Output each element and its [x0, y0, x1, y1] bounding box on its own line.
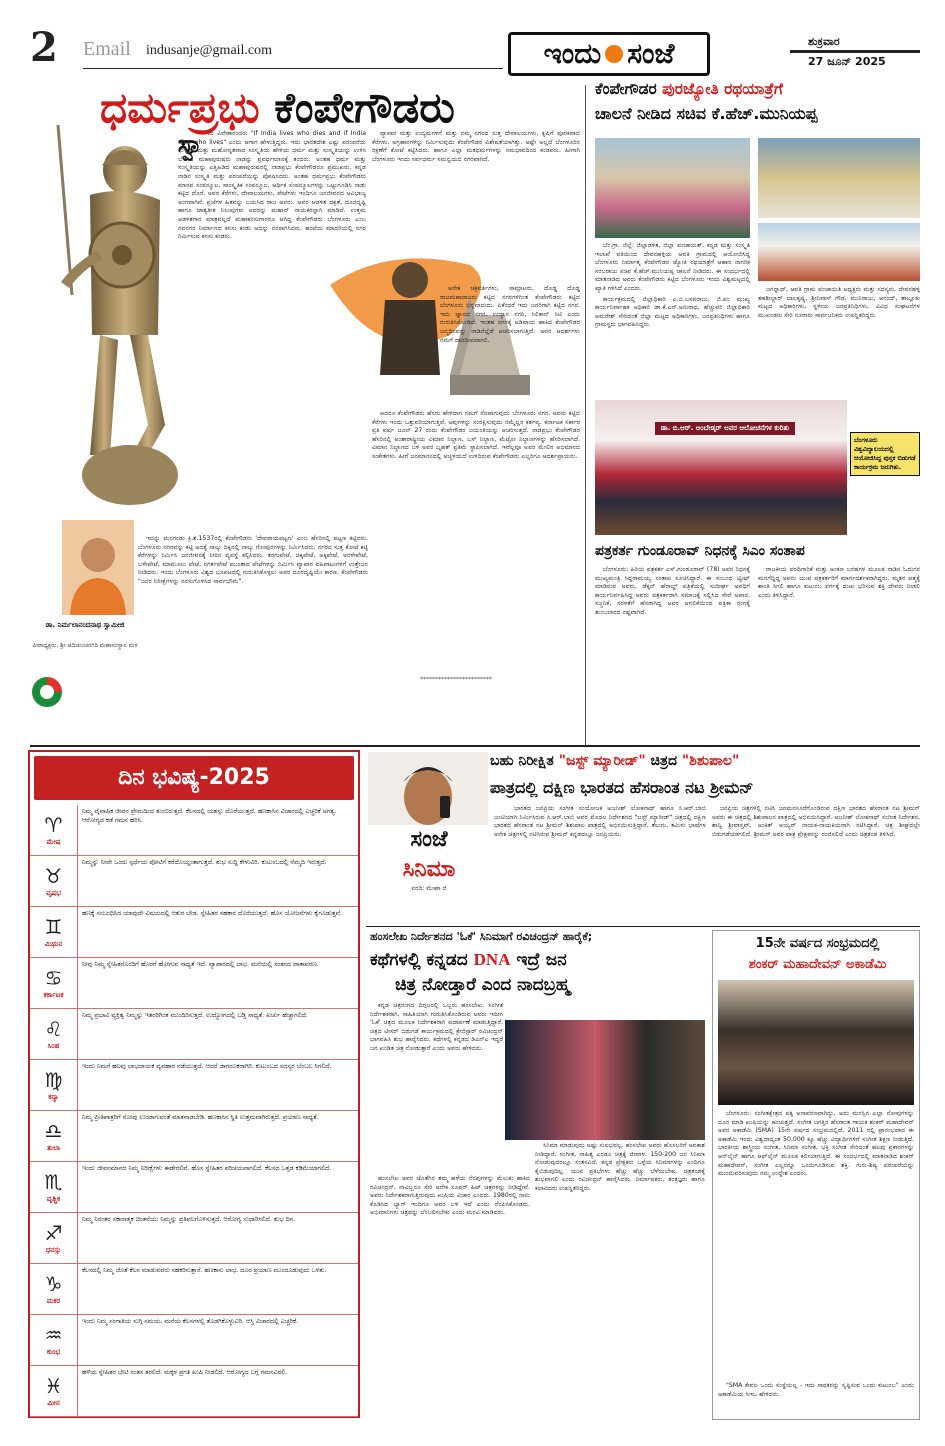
cinema-paragraph-1: ಭಾರತದ ಜನಪ್ರಿಯ ಸಂಗೀತ ಸಂಯೋಜಕ ಅಜನೀಶ್ ಲೋಕನಾಥ್ ಹಾಗೂ ಸಿ.ಆರ್.ಬಾಬಿ ಜಂಟಿಯಾಗಿ ನಿರ್ಮಿಸಿರುವ ಸಿ.ಆರ್.ಬಾಬಿ ಅವರ ಮೊದಲ ನಿರ್ದೇಶನದ "ಜಸ್ಟ್ ಮ್ಯಾರೀಡ್" ಚಿತ್ರದಲ್ಲಿ ದಕ್ಷಿಣ ಭಾರತದ ಹೆಸರಾಂತ ನಟ ಶ್ರೀಮನ್ ಶಿಶುಪಾಲ ಪಾತ್ರದಲ್ಲಿ ಅಭಿನಯಿಸುತ್ತಿದ್ದಾರೆ. ತೆಲುಗು, ತಮಿಳು ಭಾಷೆಗಳ ಅನೇಕ ಚಿತ್ರಗಳಲ್ಲಿ ನಟಿಸಿರುವ ಶ್ರೀಮನ್ ಕನ್ನಡದಲ್ಲೂ ಜನಪ್ರಿಯರು. [494, 805, 706, 838]
masthead-sun-icon [605, 45, 623, 63]
horoscope-text: ನಿಮ್ಮನ್ನು ನೀವೇ ಒಂದು ಸ್ಪರ್ಧೆಯ ಪೋಟಿಗೆ ಕರೆದೊಯ್ದಂತಾಗುತ್ತದೆ. ಶುಭ ಸುದ್ದಿ ಕೇಳುವಿರಿ. ಕುಟುಂಬದಲ್ಲಿ ನೆಮ್ಮದಿ ಇರುತ್ತದೆ. [82, 859, 327, 866]
cinema-bottom-rule [366, 926, 920, 927]
horoscope-title: ದಿನ ಭವಿಷ್ಯ-2025 [34, 756, 354, 800]
lead-headline-black: ಕೆಂಪೇಗೌಡರು [274, 83, 455, 132]
lead-paragraph-2: ಇದನ್ನು ಮನಗಂಡು ಕ್ರಿ.ಶ.1537ರಲ್ಲಿ ಕೆಂಪೇಗೌಡರು 'ದೇವರಾಯಪಟ್ಟಣ' ಎಂಬ ಹೆಸರಿನಲ್ಲಿ ಪಟ್ಟಣ ಕಟ್ಟಿದರು. ಬೆಂಗಳೂರು ನಗರವನ್ನು ಕಟ್ಟಿ ಅದಕ್ಕೆ ನಾಲ್ಕು ದಿಕ್ಕಿನಲ್ಲಿ ನಾಲ್ಕು ಗೋಪುರಗಳನ್ನು ನಿರ್ಮಿಸಿದರು. ನಗರದ ಸುತ್ತ ಕೋಟೆ ಕಟ್ಟಿ ಕೆರೆಗಳನ್ನು ನಿರ್ಮಿಸಿ ಜನಜೀವನಕ್ಕೆ ನೀರಿನ ವ್ಯವಸ್ಥೆ ಕಲ್ಪಿಸಿದರು. ತರಗುಪೇಟೆ, ಚಿಕ್ಕಪೇಟೆ, ಅಕ್ಕಿಪೇಟೆ, ಅರಳೇಪೇಟೆ, ಬಳೇಪೇಟೆ, ಮಾಮೂಲು ಪೇಟೆ, ನಗರ್ತಪೇಟೆ ಮುಂತಾದ ಪೇಟೆಗಳನ್ನು ನಿರ್ಮಿಸಿ ವ್ಯಾಪಾರ ವಹಿವಾಟುಗಳಿಗೆ ಉತ್ತೇಜನ ನೀಡಿದರು. ಇಂದು ಬೆಂಗಳೂರು ವಿಶ್ವದ ಭೂಪಟದಲ್ಲಿ ಗುರುತಿಸಿಕೊಳ್ಳಲು ಅವರ ದೂರದೃಷ್ಟಿಯೇ ಕಾರಣ. ಕೆಂಪೇಗೌಡರು "ಜನರ ನಿರೀಕ್ಷೆಗಳನ್ನು ನನಸುಗೊಳಿಸಿದ ಸಾರ್ವಭೌಮ". [138, 535, 368, 585]
okay-body-col3 [535, 1142, 705, 1420]
horoscope-row [30, 1009, 358, 1060]
rathayatre-photo-3 [758, 223, 920, 281]
lead-paragraph-1: ಮಿ ವಿವೇಕಾನಂದರು "If India lives who dies and if India dies who lives" ಎಂದು ಆಗಾಗ ಹೇಳುತ್ತಿದ್ದರು. ಇದು ಭಾರತದೇಶ ಎಷ್ಟು ಪರಂಪರೆಯ ಉಳ್ಳದ್ದು ಮತ್ತು ಮಹೋನ್ನತವಾದ ಸಂಸ್ಕೃತಿಯ ಹೇಳಿಯ ಧರ್ಮ ಮತ್ತು ಸಂಸ್ಕೃತಿಯನ್ನು ಉಳಿಸಿ ಬೆಳೆಸಿದ ಮಹಾಪುರುಷರು ನಾಡನ್ನು ಪ್ರವರ್ಧಮಾನಕ್ಕೆ ತಂದರು. ಅಂತಹ ಧರ್ಮ ಮತ್ತು ಸಂಸ್ಕೃತಿಯನ್ನು ಎತ್ತಿಹಿಡಿದ ಮಹಾಪುರುಷರಲ್ಲಿ ನಾಡಪ್ರಭು ಕೆಂಪೇಗೌಡರೂ ಪ್ರಮುಖರು. ಕನ್ನಡ ನಾಡಿನ ಸಂಸ್ಕೃತಿ ಮತ್ತು ಪರಂಪರೆಯನ್ನು ಪೋಷಿಸಿದರು. ಅಂತಹ ಧರ್ಮಪ್ರಭು ಕೆಂಪೇಗೌಡರು ಮಾನವ ಸಂಪನ್ಮೂಲ, ಸಾಂಸ್ಕೃತಿಕ ಸಂಪನ್ಮೂಲ, ಆರ್ಥಿಕ ಸಂಪನ್ಮೂಲಗಳನ್ನು ಒಟ್ಟುಗೂಡಿಸಿ ನಾಡು ಕಟ್ಟಿದ ದೊರೆ. ಅವರ ಕೆರೆಗಳು, ದೇವಾಲಯಗಳು, ಪೇಟೆಗಳು ಇಂದಿಗೂ ಜನಜೀವನದ ಅವಿಭಾಜ್ಯ ಅಂಗವಾಗಿವೆ. ಪ್ರಜೆಗಳ ಹಿತವನ್ನು ಬಯಸಿದ ರಾಜ ಅವರು. ಅವರ ಆಡಳಿತ ದಕ್ಷತೆ, ದೂರದೃಷ್ಟಿ ಹಾಗೂ ಜಾತ್ಯತೀತ ನಿಲುವುಗಳು ಅವರನ್ನು ಮಹಾನ್ ನಾಯಕರನ್ನಾಗಿ ಮಾಡಿವೆ. ಉತ್ತಮ ಆಡಳಿತಗಾರ ಮಾತ್ರವಲ್ಲದೆ ಮಹಾಕನಸುಗಾರರೂ ಆಗಿದ್ದ ಕೆಂಪೇಗೌಡರು ಬೆಂಗಳೂರು ಎಂಬ ನವನಗರ ನಿರ್ಮಾಣದ ಕನಸು ಕಂಡು ಅದನ್ನು ನನಸಾಗಿಸಿದರು. ಹಂಪೆಯ ಮಾದರಿಯಲ್ಲಿ ನಗರ ನಿರ್ಮಿಸುವ ಕನಸು ಕಂಡರು. [178, 130, 366, 241]
horoscope-text: ಹಣಕ್ಕೆ ಸಂಬಂಧಿಸಿದ ಯಾವುದೇ ವಿಷಯದಲ್ಲಿ ಆತುರ ಬೇಡ. ಸ್ನೇಹಿತರ ಸಹಕಾರ ದೊರೆಯುತ್ತದೆ. ಹೊಸ ಯೋಜನೆಗಳು ಕೈಗೂಡುತ್ತವೆ. [82, 910, 342, 917]
rathayatre-photo-2 [758, 138, 920, 218]
cinema-paragraph-2: ಜನಪ್ರಿಯ ಚಿತ್ರಗಳಲ್ಲಿ ನಟಿಸಿ ಜನಮನಸೂರೆಗೊಂಡಿರುವ ದಕ್ಷಿಣ ಭಾರತದ ಹೆಸರಾಂತ ನಟ ಶ್ರೀಮನ್ ಅವರು ಈ ಚಿತ್ರದಲ್ಲಿ ಶಿಶುಪಾಲನ ಪಾತ್ರದಲ್ಲಿ ಅಭಿನಯಿಸಿದ್ದಾರೆ. ಅಜನೀಶ್ ಲೋಕನಾಥ್ ಸಂಗೀತ ನಿರ್ದೇಶನ, ಶಾನ್ವಿ ಶ್ರೀವಾಸ್ತವ್, ಅಂಕಿತ್ ಅಯ್ಯರ್ ನಾಯಕ-ನಾಯಕಿಯರಾಗಿ ನಟಿಸಿದ್ದಾರೆ. ಚಿತ್ರ ಶೀಘ್ರದಲ್ಲೇ ಬಿಡುಗಡೆಯಾಗಲಿದೆ. ಶ್ರೀಮನ್ ಅವರ ಪಾತ್ರ ಪ್ರೇಕ್ಷಕರನ್ನು ರಂಜಿಸಲಿದೆ ಎಂದು ಚಿತ್ರತಂಡ ತಿಳಿಸಿದೆ. [712, 805, 920, 838]
zodiac-glyph-icon: ♎ [44, 1119, 63, 1143]
cinema-headline-l1 [490, 753, 920, 769]
academy-quote [718, 1382, 914, 1416]
right-news-body-left [595, 242, 750, 417]
horoscope-row [30, 1162, 358, 1213]
vertical-divider [585, 85, 586, 745]
horoscope-text: ನಿಮ್ಮ ಪ್ರಭಾವಿ ವ್ಯಕ್ತಿತ್ವ ನಿಮ್ಮನ್ನು ಇತರರಿಗಿಂತ ಮುಂದಿರಿಸುತ್ತದೆ. ಉದ್ಯೋಗದಲ್ಲಿ ಬಡ್ತಿ ಸಾಧ್ಯತೆ. ಖರ್ಚು ಹೆಚ್ಚಾಗಲಿದೆ. [82, 1012, 308, 1019]
horoscope-row [30, 1264, 358, 1315]
gundurao-body-right [758, 566, 920, 744]
zodiac-name: ಸಿಂಹ [47, 1042, 60, 1050]
horoscope-row [30, 1060, 358, 1111]
author-photo [62, 520, 134, 615]
academy-event-photo [718, 980, 914, 1105]
okay-body-col1 [370, 1002, 503, 1172]
zodiac-glyph-icon: ♑ [44, 1272, 63, 1296]
zodiac-icon-cell [30, 958, 78, 1008]
academy-headline-l1: 15ನೇ ವರ್ಷದ ಸಂಭ್ರಮದಲ್ಲಿ [755, 936, 880, 951]
zodiac-glyph-icon: ♌ [44, 1017, 63, 1041]
author-role: ಪೀಠಾಧ್ಯಕ್ಷರು, ಶ್ರೀ ಆದಿಚುಂಚನಗಿರಿ ಮಹಾಸಂಸ್ಥಾನ ಮಠ [32, 642, 138, 649]
zodiac-icon-cell [30, 1315, 78, 1365]
right-news-paragraph-2: ಕಾರ್ಯಕ್ರಮದಲ್ಲಿ ಜಿಲ್ಲಾಧಿಕಾರಿ ಎ.ಬಿ.ಬಸವರಾಜು, ಜಿ.ಪಂ ಮುಖ್ಯ ಕಾರ್ಯನಿರ್ವಾಹಕ ಅಧಿಕಾರಿ ಡಾ.ಕೆ.ಎನ್.ಅನುರಾಧ, ಹೆಚ್ಚುವರಿ ಜಿಲ್ಲಾಧಿಕಾರಿ ಅಮರೇಶ್ ಸೇರಿದಂತೆ ಜಿಲ್ಲಾ ಮಟ್ಟದ ಅಧಿಕಾರಿಗಳು, ಜನಪ್ರತಿನಿಧಿಗಳು ಹಾಗೂ ಗ್ರಾಮಸ್ಥರು ಭಾಗವಹಿಸಿದ್ದರು. [595, 295, 750, 329]
academy-headline-l2: ಶಂಕರ್ ಮಹಾದೇವನ್ ಅಕಾಡೆಮಿ [748, 957, 887, 972]
book-release-caption: ಬೆಂಗಳೂರು ವಿಶ್ವವಿದ್ಯಾಲಯದಲ್ಲಿ ಆಯೋಜಿಸಿದ್ದ ಪುಸ್ತಕ ಬಿಡುಗಡೆ ಕಾರ್ಯಕ್ರಮ ಜರುಗಿತು. [850, 432, 920, 476]
horoscope-text: ಇಂದು ಜೀವನಮಾನದ ನಿಮ್ಮ ನಿರೀಕ್ಷೆಗಳು ಈಡೇರಲಿವೆ. ಹೊಸ ಸ್ನೇಹಿತರ ಪರಿಚಯವಾಗಲಿದೆ. ಕೆಲಸದ ಒತ್ತಡ ಕಡಿಮೆಯಾಗಲಿದೆ. [82, 1165, 332, 1172]
zodiac-icon-cell [30, 856, 78, 906]
zodiac-glyph-icon: ♋ [44, 966, 63, 990]
cinema-headline-l2: ಪಾತ್ರದಲ್ಲಿ ದಕ್ಷಿಣ ಭಾರತದ ಹೆಸರಾಂತ ನಟ ಶ್ರೀಮನ್ [490, 778, 754, 797]
zodiac-icon-cell [30, 1162, 78, 1212]
okay-headline-l2b: ಇದ್ರೆ ಜನ [516, 950, 567, 970]
sanje-cinema-badge [368, 825, 490, 925]
horoscope-text: ನೀವು ನಿಮ್ಮ ಸ್ನೇಹಿತರೊಂದಿಗೆ ಹೊರಗೆ ಹೋಗುವ ಸಾಧ್ಯತೆ ಇದೆ. ವ್ಯಾಪಾರದಲ್ಲಿ ಲಾಭ. ಮನೆಯಲ್ಲಿ ಸಂತಸದ ವಾತಾವರಣ. [82, 961, 319, 968]
zodiac-name: ಧನಸ್ಸು [45, 1246, 62, 1254]
email-label: Email [83, 38, 131, 60]
zodiac-name: ವೃಶ್ಚಿಕ [46, 1195, 61, 1203]
zodiac-icon-cell [30, 1264, 78, 1314]
zodiac-icon-cell [30, 805, 78, 855]
horoscope-text: ನಿಮ್ಮ ವೈವಾಹಿಕ ಜೀವನ ಪ್ರೇಮದಿಂದ ತುಂಬಿರುತ್ತದೆ. ಕೆಲಸದಲ್ಲಿ ಯಶಸ್ಸು ದೊರೆಯುತ್ತದೆ. ಹಣಕಾಸಿನ ವಿಚಾರದಲ್ಲಿ ಎಚ್ಚರಿಕೆ ಅಗತ್ಯ. ಆರೋಗ್ಯದ ಕಡೆ ಗಮನ ಹರಿಸಿ. [82, 808, 337, 824]
okay-headline-l2a: ಕಥೆಗಳಲ್ಲಿ ಕನ್ನಡದ [370, 950, 468, 970]
academy-paragraph-2: "SMA ಕೇವಲ ಒಂದು ಸಂಸ್ಥೆಯಲ್ಲ - ಇದು ಸಾಧಕರನ್ನು ಸೃಷ್ಟಿಸುವ ಒಂದು ಕುಟುಂಬ" ಎಂದು ಅಕಾಡೆಮಿಯ ಸಿಇಒ ಹೇಳಿದರು. [718, 1382, 914, 1398]
lead-paragraph-5: ಆದರೂ ಕೆಂಪೇಗೌಡರು ಹೆಸರು ಹೇಳಿದಾಗ ನಮಗೆ ನೆನಪಾಗುವುದು ಬೆಂಗಳೂರು ನಗರ. ಅವರು ಕಟ್ಟಿದ ಕೆರೆಗಳು ಇಂದು ಒತ್ತುವರಿಯಾಗುತ್ತಿವೆ. ಅವುಗಳನ್ನು ಸಂರಕ್ಷಿಸುವುದು ನಮ್ಮೆಲ್ಲರ ಕರ್ತವ್ಯ. ಕರ್ನಾಟಕ ಸರ್ಕಾರ ಪ್ರತಿ ವರ್ಷ ಜೂನ್ 27 ರಂದು ಕೆಂಪೇಗೌಡರ ಜಯಂತಿಯನ್ನು ಆಚರಿಸುತ್ತದೆ. ನಾಡಪ್ರಭು ಕೆಂಪೇಗೌಡರ ಹೆಸರಿನಲ್ಲಿ ಅಂತಾರಾಷ್ಟ್ರೀಯ ವಿಮಾನ ನಿಲ್ದಾಣ, ಬಸ್ ನಿಲ್ದಾಣ, ಮೆಟ್ರೋ ನಿಲ್ದಾಣಗಳನ್ನು ಹೆಸರಿಸಲಾಗಿದೆ. ವಿಮಾನ ನಿಲ್ದಾಣದ ಬಳಿ ಅವರ ಬೃಹತ್ ಪ್ರತಿಮೆ ಸ್ಥಾಪಿಸಲಾಗಿದೆ. ಇವೆಲ್ಲವೂ ಅವರ ಮೇಲಿನ ಅಭಿಮಾನದ ಸಂಕೇತಗಳು. ಹೀಗೆ ಜನಮಾನಸದಲ್ಲಿ ಅಚ್ಚಳಿಯದೆ ಉಳಿದಿರುವ ಕೆಂಪೇಗೌಡರು ಎಲ್ಲರಿಗೂ ಆದರ್ಶಪ್ರಾಯರು. [372, 410, 580, 460]
horoscope-text: ಇಂದು ನಿಮಗೆ ಹಲವು ಲಾಭದಾಯಕ ವ್ಯವಹಾರ ನಡೆಯುತ್ತದೆ. ಆದರೆ ಜಾಗರೂಕರಾಗಿರಿ. ಕುಟುಂಬದ ಸದಸ್ಯರ ಬೆಂಬಲ ಸಿಗಲಿದೆ. [82, 1063, 332, 1070]
gundurao-paragraph-1: ಬೆಂಗಳೂರು: ಹಿರಿಯ ಪತ್ರಕರ್ತ ಎಸ್.ಗುಂಡೂರಾವ್ (78) ಅವರ ನಿಧನಕ್ಕೆ ಮುಖ್ಯಮಂತ್ರಿ ಸಿದ್ದರಾಮಯ್ಯ ಸಂತಾಪ ಸೂಚಿಸಿದ್ದಾರೆ. ಈ ಸಂಬಂಧ ಟ್ವೀಟ್ ಮಾಡಿರುವ ಅವರು, ಡೆಕ್ಕನ್ ಹೆರಾಲ್ಡ್ ಪತ್ರಿಕೆಯಲ್ಲಿ ಸುದೀರ್ಘ ಅವಧಿಗೆ ಕಾರ್ಯನಿರ್ವಹಿಸಿದ್ದ ಅವರು ಪತ್ರಕರ್ತರಾಗಿ ಸಮಾಜಕ್ಕೆ ಸಲ್ಲಿಸಿದ ಸೇವೆ ಅಪಾರ. ಸಜ್ಜನಿಕೆ, ಸರಳತೆಗೆ ಹೆಸರಾಗಿದ್ದ ಅವರ ಅಗಲಿಕೆಯಿಂದ ಪತ್ರಿಕಾ ರಂಗಕ್ಕೆ ತುಂಬಲಾರದ ನಷ್ಟವಾಗಿದೆ. [595, 566, 750, 616]
gundurao-paragraph-2: ರಾಜಕೀಯ ವರದಿಗಾರಿಕೆ ಮತ್ತು ಅಂಕಣ ಬರಹಗಳ ಮೂಲಕ ನಾಡಿನ ಓದುಗರ ಮನಗೆದ್ದಿದ್ದ ಅವರು ಯುವ ಪತ್ರಕರ್ತರಿಗೆ ಮಾರ್ಗದರ್ಶಕರಾಗಿದ್ದರು. ಮೃತರ ಆತ್ಮಕ್ಕೆ ಶಾಂತಿ ಸಿಗಲಿ ಹಾಗೂ ಕುಟುಂಬ ವರ್ಗಕ್ಕೆ ದುಃಖ ಭರಿಸುವ ಶಕ್ತಿ ದೇವರು ನೀಡಲಿ ಎಂದು ತಿಳಿಸಿದ್ದಾರೆ. [758, 566, 920, 599]
page-number: 2 [30, 24, 58, 71]
cinema-body-right [712, 805, 920, 923]
author-name: ಡಾ. ನಿರ್ಮಲಾನಂದನಾಥ ಸ್ವಾಮೀಜಿ [45, 621, 125, 629]
lead-body-col2 [372, 130, 580, 225]
zodiac-name: ತುಲಾ [47, 1144, 60, 1152]
header-left-rule [83, 68, 503, 69]
zodiac-icon-cell [30, 907, 78, 957]
zodiac-icon-cell [30, 1366, 78, 1416]
cinema-headline-q1: "ಜಸ್ಟ್ ಮ್ಯಾರೀಡ್" [558, 753, 646, 769]
okay-headline-dna: DNA [473, 950, 511, 969]
header-date: 27 ಜೂನ್ 2025 [808, 55, 886, 68]
book-release-banner: ಡಾ. ಬಿ.ಆರ್. ಅಂಬೇಡ್ಕರ್ ಅವರ ಆಲೋಚನೆಗಳ ಕುರಿತು [655, 422, 795, 435]
book-release-photo [595, 400, 847, 535]
horoscope-text: ಇಂದು ನಿಮ್ಮ ಸಂಗಾತಿಯ ಸುಗ್ಗಿ ಸಮಯ. ಮನೆಯ ಕೆಲಸಗಳಲ್ಲಿ ತೊಡಗಿಕೊಳ್ಳುವಿರಿ. ಆಸ್ತಿ ವಿಚಾರದಲ್ಲಿ ಎಚ್ಚರಿಕೆ. [82, 1318, 299, 1325]
badge-bottom-text: ಸಿನಿಮಾ [402, 857, 456, 882]
zodiac-icon-cell [30, 1009, 78, 1059]
okay-body-col2 [370, 1175, 530, 1420]
lead-body-col2c [372, 410, 580, 675]
lead-end-mark: ************************ [420, 676, 492, 683]
header-day: ಶುಕ್ರವಾರ [808, 35, 840, 48]
email-value[interactable]: indusanje@gmail.com [146, 43, 273, 58]
lead-paragraph-3: ವ್ಯಾಪಾರ ಮತ್ತು ಉದ್ಯಮಗಳಿಗೆ ಮತ್ತು ನಮ್ಮ ನಗರದ ಸುತ್ತ ದೇವಾಲಯಗಳು, ಕೃಷಿಗೆ ಪೂರಕವಾದ ಕೆರೆಗಳು, ಅಗ್ರಹಾರಗಳನ್ನು ನಿರ್ಮಿಸುವುದು ಕೆಂಪೇಗೌಡರ ವಿಶೇಷತೆಯಾಗಿತ್ತು. ಅಷ್ಟೇ ಅಲ್ಲದೆ ಬೆಂಗಳೂರಿನ ರಕ್ಷಣೆಗೆ ಕೋಟೆ ಕಟ್ಟಿಸಿದರು. ಹಾಗೂ ಎಲ್ಲಾ ಮತಧರ್ಮಗಳನ್ನು ಸಮಭಾವದಿಂದ ಕಂಡವರು. ಹೀಗಾಗಿ ಬೆಂಗಳೂರು ಇಂದು ಸರ್ವಧರ್ಮ ಸಮನ್ವಯದ ನಗರವಾಗಿದೆ. [372, 130, 580, 163]
lead-body-col1b [138, 535, 368, 675]
okay-event-photo [505, 1020, 705, 1140]
header-right-rule [790, 50, 920, 53]
horoscope-text: ನಿಮ್ಮ ನಿರಂತರ ಸಕಾರಾತ್ಮಕ ಚಿಂತನೆಯು ನಿಮ್ಮನ್ನು ಪ್ರತಿಫಲಗೊಳಿಸುತ್ತದೆ. ಆರೋಗ್ಯ ಸುಧಾರಿಸಲಿದೆ. ಶುಭ ದಿನ. [82, 1216, 296, 1223]
lead-headline-red: ಧರ್ಮಪ್ರಭು [100, 83, 260, 132]
section-divider [30, 745, 920, 747]
horoscope-row [30, 1366, 358, 1417]
badge-credit: ವರದಿ: ಮೇಘಾ ಜಿ [411, 885, 447, 892]
zodiac-glyph-icon: ♍ [44, 1068, 63, 1092]
academy-body [718, 1110, 914, 1380]
okay-headline-l2 [370, 950, 705, 970]
zodiac-name: ಮೇಷ [46, 838, 61, 846]
masthead-left-text: ಇಂದು [543, 37, 602, 70]
cinema-headline-mid: ಚಿತ್ರದ [650, 753, 677, 769]
right-news-headline-l1a: ಕೆಂಪೇಗೌಡರ [595, 80, 657, 98]
kempegowda-statue-image [30, 125, 180, 525]
academy-paragraph-1: ಬೆಂಗಳೂರು: ಸಂಗೀತಕ್ಷೇತ್ರದ ಪಕ್ಕ ಅನಾವರಣವಾಗಿದ್ದು, ಅದು ಮನಸ್ಸಿನ ಎಲ್ಲಾ ನೋವುಗಳನ್ನು ದೂರ ಮಾಡಿ ಖುಷಿಯನ್ನು ಹಂಚುತ್ತದೆ. ಸಂಗೀತ ಜಗತ್ತಿನ ಹೆಸರಾಂತ ಗಾಯಕ ಶಂಕರ್ ಮಹಾದೇವನ್ ಅವರ ಅಕಾಡೆಮಿ (SMA) 15ನೇ ವರ್ಷದ ಸಂಭ್ರಮದಲ್ಲಿದೆ. 2011 ರಲ್ಲಿ ಪ್ರಾರಂಭವಾದ ಈ ಅಕಾಡೆಮಿ ಇಂದು ವಿಶ್ವದಾದ್ಯಂತ 50,000 ಕ್ಕೂ ಹೆಚ್ಚು ವಿದ್ಯಾರ್ಥಿಗಳಿಗೆ ಸಂಗೀತ ಶಿಕ್ಷಣ ನೀಡುತ್ತಿದೆ. ಭಾರತೀಯ ಶಾಸ್ತ್ರೀಯ ಸಂಗೀತ, ಸಿನಿಮಾ ಸಂಗೀತ, ಭಕ್ತಿ ಸಂಗೀತ ಸೇರಿದಂತೆ ಹಲವು ಪ್ರಕಾರಗಳನ್ನು ಆನ್‌ಲೈನ್ ಹಾಗೂ ಆಫ್‌ಲೈನ್ ಮೂಲಕ ಕಲಿಸಲಾಗುತ್ತಿದೆ. ಈ ಸಂದರ್ಭದಲ್ಲಿ ಮಾತನಾಡಿದ ಶಂಕರ್ ಮಹಾದೇವನ್, ಸಂಗೀತ ಎಲ್ಲರನ್ನೂ ಒಂದುಗೂಡಿಸುವ ಶಕ್ತಿ. ಗುರು-ಶಿಷ್ಯ ಪರಂಪರೆಯನ್ನು ಮುಂದುವರಿಸುವುದು ನಮ್ಮ ಉದ್ದೇಶ ಎಂದರು. [718, 1110, 914, 1178]
horoscope-text: ಕೆಲಸದಲ್ಲಿ ನಿಮ್ಮ ಜೊತೆ ಕೆಲಸ ಮಾಡುವವರು ಸಹಕರಿಸುತ್ತಾರೆ. ಹಣಕಾಸು ಲಾಭ. ದೂರ ಪ್ರಯಾಣ ಮುಂದೂಡುವುದು ಒಳಿತು. [82, 1267, 327, 1274]
horoscope-text: ನಿಮ್ಮ ಪ್ರೀತಿಪಾತ್ರರಿಗೆ ನೋವು ಉಂಟಾಗುವಂತೆ ಮಾತನಾಡಬೇಡಿ. ಹಣಕಾಸಿನ ಸ್ಥಿತಿ ಉತ್ತಮವಾಗಿರುತ್ತದೆ. ಪ್ರಯಾಣ ಸಾಧ್ಯತೆ. [82, 1114, 319, 1121]
right-news-headline-l1b: ಪುರಜ್ಯೋತಿ ರಥಯಾತ್ರೆಗೆ [662, 80, 783, 98]
zodiac-icon-cell [30, 1111, 78, 1161]
zodiac-glyph-icon: ♐ [44, 1221, 63, 1245]
right-news-headline-l2: ಚಾಲನೆ ನೀಡಿದ ಸಚಿವ ಕೆ.ಹೆಚ್.ಮುನಿಯಪ್ಪ [595, 104, 818, 123]
horoscope-row [30, 856, 358, 907]
zodiac-icon-cell [30, 1060, 78, 1110]
zodiac-name: ಕನ್ಯಾ [48, 1093, 59, 1101]
zodiac-glyph-icon: ♈ [44, 813, 63, 837]
okay-paragraph-1: ಕನ್ನಡ ಚಿತ್ರರಂಗದ ದಿಗ್ಗಜರಲ್ಲಿ ಒಬ್ಬರು ಹಂಸಲೇಖ. ಸಂಗೀತ ನಿರ್ದೇಶಕರಾಗಿ, ಸಾಹಿತಿಯಾಗಿ ಗುರುತಿಸಿಕೊಂಡಿರುವ ಅವರು ಇದೀಗ 'ಓಕೆ' ಚಿತ್ರದ ಮೂಲಕ ನಿರ್ದೇಶಕರಾಗಿ ಪದಾರ್ಪಣೆ ಮಾಡುತ್ತಿದ್ದಾರೆ. ಚಿತ್ರದ ಟೀಸರ್ ಬಿಡುಗಡೆ ಕಾರ್ಯಕ್ರಮದಲ್ಲಿ ಕ್ರೇಜಿಸ್ಟಾರ್ ರವಿಚಂದ್ರನ್ ಭಾಗವಹಿಸಿ ಶುಭ ಹಾರೈಸಿದರು. ಕಥೆಗಳಲ್ಲಿ ಕನ್ನಡದ ಡಿಎನ್‌ಎ ಇದ್ದರೆ ಜನ ಖಂಡಿತ ಚಿತ್ರ ನೋಡುತ್ತಾರೆ ಎಂದು ಅವರು ಹೇಳಿದರು. [370, 1002, 503, 1052]
zodiac-name: ಮಿಥುನ [44, 940, 63, 948]
right-news-paragraph-1: ಬೆಂ.ಗ್ರಾ. ಜಿಲ್ಲೆ: ಜಿಲ್ಲಾಡಳಿತ, ಜಿಲ್ಲಾ ಪಂಚಾಯತ್, ಕನ್ನಡ ಮತ್ತು ಸಂಸ್ಕೃತಿ ಇಲಾಖೆ ವತಿಯಿಂದ ದೇವನಹಳ್ಳಿಯ ಆವತಿ ಗ್ರಾಮದಲ್ಲಿ ಆಯೋಜಿಸಿದ್ದ ಬೆಂಗಳೂರು ನಿರ್ಮಾತೃ ಕೆಂಪೇಗೌಡರ ಜ್ಯೋತಿ ರಥಯಾತ್ರೆಗೆ ಆಹಾರ ನಾಗರಿಕ ಸರಬರಾಜು ಸಚಿವ ಕೆ.ಹೆಚ್.ಮುನಿಯಪ್ಪ ಚಾಲನೆ ನೀಡಿದರು. ಈ ಸಂದರ್ಭದಲ್ಲಿ ಮಾತನಾಡಿದ ಅವರು ಕೆಂಪೇಗೌಡರು ಕಟ್ಟಿದ ಬೆಂಗಳೂರು ಇಂದು ವಿಶ್ವಮಟ್ಟದಲ್ಲಿ ಖ್ಯಾತಿ ಗಳಿಸಿದೆ ಎಂದರು. [595, 242, 750, 292]
horoscope-row [30, 805, 358, 856]
zodiac-glyph-icon: ♉ [44, 864, 63, 888]
zodiac-glyph-icon: ♓ [44, 1374, 63, 1398]
cinema-headline-pre: ಬಹು ನಿರೀಕ್ಷಿತ [490, 753, 554, 769]
gundurao-headline: ಪತ್ರಕರ್ತ ಗುಂಡೂರಾವ್ ನಿಧನಕ್ಕೆ ಸಿಎಂ ಸಂತಾಪ [595, 543, 805, 559]
masthead [508, 32, 710, 76]
horoscope-row [30, 1213, 358, 1264]
masthead-right-text: ಸಂಜೆ [627, 37, 675, 70]
cinema-headline-q2: "ಶಿಶುಪಾಲ" [681, 753, 740, 769]
right-news-body-right [758, 286, 920, 401]
lead-dropcap: ಸ್ವಾ [178, 130, 204, 158]
zodiac-glyph-icon: ♒ [44, 1323, 63, 1347]
okay-paragraph-3: ಸಿನಿಮಾ ಮಾಡುವುದು ಅಷ್ಟು ಸುಲಭವಲ್ಲ. ಹಂಸಲೇಖ ಅವರು ಹೊಸಬರಿಗೆ ಅವಕಾಶ ನೀಡಿದ್ದಾರೆ. ಸಂಗೀತ, ಸಾಹಿತ್ಯ ಎರಡೂ ಚಿತ್ರಕ್ಕೆ ಜೀವಾಳ. 150-200 ಜನ ಸಿನಿಮಾ ನೋಡುವುದರಲ್ಲೂ ಸಂತಸವಿದೆ. ಕನ್ನಡ ಪ್ರೇಕ್ಷಕರು ಒಳ್ಳೆಯ ಸಿನಿಮಾಗಳನ್ನು ಎಂದಿಗೂ ಕೈಬಿಡುವುದಿಲ್ಲ. ಯುವ ಪ್ರತಿಭೆಗಳು ಹೆಚ್ಚು ಹೆಚ್ಚು ಬೆಳೆಯಬೇಕು. ಚಿತ್ರತಂಡಕ್ಕೆ ಶುಭವಾಗಲಿ ಎಂದು ರವಿಚಂದ್ರನ್ ಹಾರೈಸಿದರು. ನಿರ್ಮಾಪಕರು, ತಂತ್ರಜ್ಞರು ಹಾಗೂ ಕಲಾವಿದರು ಉಪಸ್ಥಿತರಿದ್ದರು. [535, 1142, 705, 1192]
zodiac-icon-cell [30, 1213, 78, 1263]
okay-headline-l3: ಚಿತ್ರ ನೋಡ್ತಾರೆ ಎಂದ ನಾದಬ್ರಹ್ಮ [395, 975, 570, 995]
zodiac-glyph-icon: ♊ [44, 915, 63, 939]
zodiac-name: ಮಕರ [46, 1297, 61, 1305]
horoscope-text: ಹಳೆಯ ಸ್ನೇಹಿತರ ಭೇಟಿ ಸಂತಸ ತರಲಿದೆ. ಮಕ್ಕಳ ಪ್ರಗತಿ ಖುಷಿ ನೀಡಲಿದೆ. ಆರೋಗ್ಯದ ಬಗ್ಗೆ ಗಮನವಿರಲಿ. [82, 1369, 288, 1376]
horoscope-row [30, 1315, 358, 1366]
okay-headline-l1: ಹಂಸಲೇಖ ನಿರ್ದೇಶನದ 'ಓಕೆ' ಸಿನಿಮಾಗೆ ರವಿಚಂದ್ರನ್ ಹಾರೈಕೆ; [370, 930, 593, 943]
right-news-headline-l1 [595, 80, 920, 99]
zodiac-name: ವೃಷಭ [46, 889, 61, 897]
zodiac-name: ಕುಂಭ [46, 1348, 61, 1356]
okay-paragraph-2: ಹಂಸಲೇಖ ಅವರ ಜೊತೆಗಿನ ತಮ್ಮ ಹಳೆಯ ನೆನಪುಗಳನ್ನು ಮೆಲುಕು ಹಾಕಿದ ರವಿಚಂದ್ರನ್, ನಾವಿಬ್ಬರೂ ಸೇರಿ ಅನೇಕ ಸೂಪರ್ ಹಿಟ್ ಚಿತ್ರಗಳನ್ನು ನೀಡಿದ್ದೇವೆ. ಅವರು ನಿರ್ದೇಶಕರಾಗುತ್ತಿರುವುದು ಖುಷಿಯ ವಿಚಾರ ಎಂದರು. 1980ರಲ್ಲಿ ನಾನು ಕೊಡಿಸಿದ ಬ್ಯಾಗ್ ಇಂದಿಗೂ ಅವರ ಬಳಿ ಇದೆ ಎಂದು ನೆನಪಿಸಿಕೊಂಡರು. ಅಭಿಮಾನಿಗಳು ಚಿತ್ರವನ್ನು ಬೆಂಬಲಿಸಬೇಕು ಎಂದು ಮನವಿ ಮಾಡಿದರು. [370, 1175, 530, 1217]
horoscope-row [30, 907, 358, 958]
gundurao-body-left [595, 566, 750, 744]
channel-logo-icon [30, 675, 64, 709]
horoscope-row [30, 958, 358, 1009]
right-news-paragraph-3: ಜಗನ್ನಾಥ್, ಆವತಿ ಗ್ರಾಮ ಪಂಚಾಯಿತಿ ಅಧ್ಯಕ್ಷರು ಮತ್ತು ಸದಸ್ಯರು, ದೇವನಹಳ್ಳಿ ತಹಶೀಲ್ದಾರ್ ಬಾಲಕೃಷ್ಣ, ಶ್ರೀನಿವಾಸ್ ಗೌಡ, ಮುನಿರಾಜು, ಆನಂದ್, ತಾಲ್ಲೂಕು ಮಟ್ಟದ ಅಧಿಕಾರಿಗಳು, ಸ್ಥಳೀಯ ಜನಪ್ರತಿನಿಧಿಗಳು, ವಿವಿಧ ಸಂಘಟನೆಗಳ ಮುಖಂಡರು ಸೇರಿ ನೂರಾರು ಸಾರ್ವಜನಿಕರು ಉಪಸ್ಥಿತರಿದ್ದರು. [758, 286, 920, 319]
zodiac-name: ಮೀನ [47, 1399, 60, 1407]
lead-body-col2b [440, 285, 580, 405]
cinema-body-left [494, 805, 706, 923]
rathayatre-photo-1 [595, 138, 750, 238]
badge-top-text: ಸಂಜೆ [410, 827, 448, 852]
horoscope-row [30, 1111, 358, 1162]
zodiac-glyph-icon: ♏ [44, 1170, 63, 1194]
lead-paragraph-4: ಅನೇಕ ಚಕ್ರವರ್ತಿಗಳು, ಸಾಮ್ರಾಟರು, ದೊಡ್ಡ ದೊಡ್ಡ ರಾಜಮಹಾರಾಜರು ಕಟ್ಟಿದ ನಗರಗಳಿಗಿಂತ ಕೆಂಪೇಗೌಡರು ಕಟ್ಟಿದ ಬೆಂಗಳೂರು ಭಿನ್ನವಾದುದು. ಏಕೆಂದರೆ ಇದು ಜನರಿಗಾಗಿ ಕಟ್ಟಿದ ನಗರ. ಇದು ಜ್ಞಾನದ ನಗರ, ಉದ್ಯಾನ ನಗರಿ, ಸಿಲಿಕಾನ್ ಸಿಟಿ ಎಂದು ಗುರುತಿಸಿಕೊಂಡಿದೆ. ಇಂತಹ ನಗರಕ್ಕೆ ಅಡಿಪಾಯ ಹಾಕಿದ ಕೆಂಪೇಗೌಡರ ಜನ್ಮದಿನವನ್ನು ನಾಡಿನೆಲ್ಲೆಡೆ ಆಚರಿಸಲಾಗುತ್ತಿದೆ. ಅವರ ಆದರ್ಶಗಳು ನಮಗೆ ದಾರಿದೀಪವಾಗಲಿ. [440, 285, 580, 344]
zodiac-name: ಕರ್ಕಾಟಕ [43, 991, 64, 999]
